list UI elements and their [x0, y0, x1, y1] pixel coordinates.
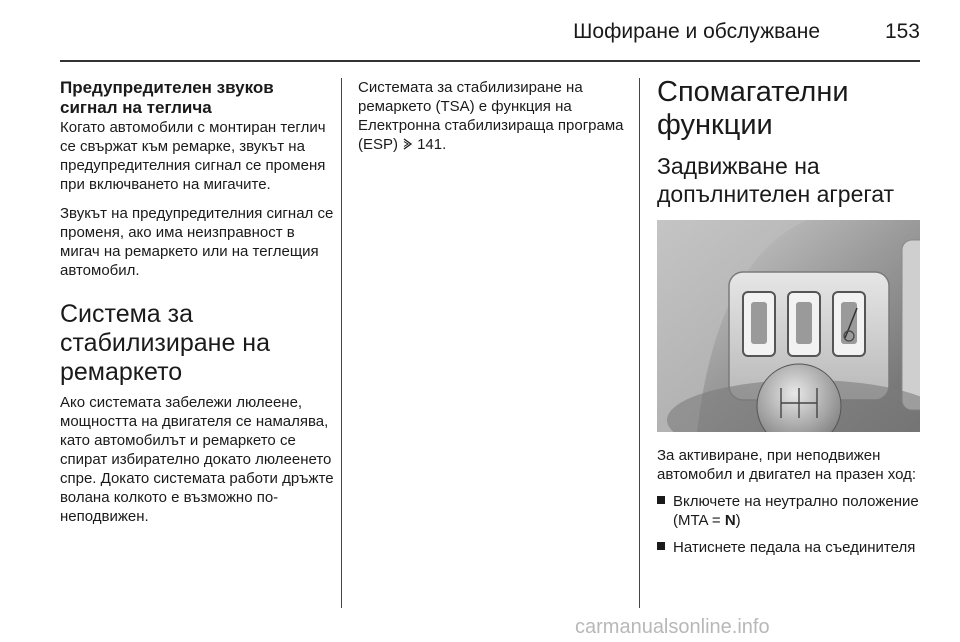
- trailer-stability-paragraph-2: [358, 78, 628, 154]
- bullet-square-icon: [657, 492, 673, 530]
- page-reference-arrow-icon: [402, 136, 417, 152]
- bullet-text-clutch: Натиснете педала на съединителя: [673, 539, 916, 556]
- page-reference-number[interactable]: 141.: [417, 136, 447, 153]
- power-take-off-heading: Задвижване на допълнителен агрегат: [657, 153, 895, 207]
- bullet-item-neutral: [657, 492, 920, 530]
- activation-intro: За активиране, при неподвижен автомобил и двигател на празен ход:: [657, 447, 917, 483]
- bullet-text-neutral: Включете на неутрално положение (MTA = N): [673, 493, 919, 529]
- warning-signal-heading: Предупредителен звуков сигнал на теглича: [60, 78, 274, 117]
- column-divider-left: [341, 78, 342, 608]
- watermark: carmanualsonline.info: [575, 616, 770, 638]
- column-middle: [358, 78, 628, 154]
- trailer-stability-paragraph-1: Ако системата забележи люлеене, мощността на двигателя се намалява, като автомобилът и ремаркето се спират избирателно докато люлеенето спре. Докато системата работи дръжте волана колкото е възможно по-неподвижен.: [60, 394, 334, 525]
- bullet-square-icon: [657, 538, 673, 557]
- auxiliary-functions-heading: Спомагателни функции: [657, 76, 849, 141]
- column-divider-right: [639, 78, 640, 608]
- column-left: [60, 78, 335, 526]
- page-number: 153: [884, 20, 920, 43]
- warning-signal-paragraph-1: Когато автомобили с монтиран теглич се свържат към ремарке, звукът на предупредителния сигнал се променя при включването на мигачите.: [60, 119, 326, 193]
- bullet-item-clutch: [657, 538, 920, 557]
- column-right: [657, 76, 920, 557]
- header-rule: [60, 60, 920, 62]
- header-title: Шофиране и обслужване: [573, 20, 820, 43]
- warning-signal-paragraph-2: Звукът на предупредителния сигнал се променя, ако има неизправност в мигач на ремаркето или на теглещия автомобил.: [60, 205, 334, 279]
- tsa-paragraph-text: Системата за стабилизиране на ремаркето (TSA) е функция на Електронна стабилизираща програма (ESP): [358, 79, 624, 153]
- trailer-stability-heading: Система за стабилизиране на ремаркето: [60, 300, 271, 386]
- switch-panel-figure: [657, 220, 920, 432]
